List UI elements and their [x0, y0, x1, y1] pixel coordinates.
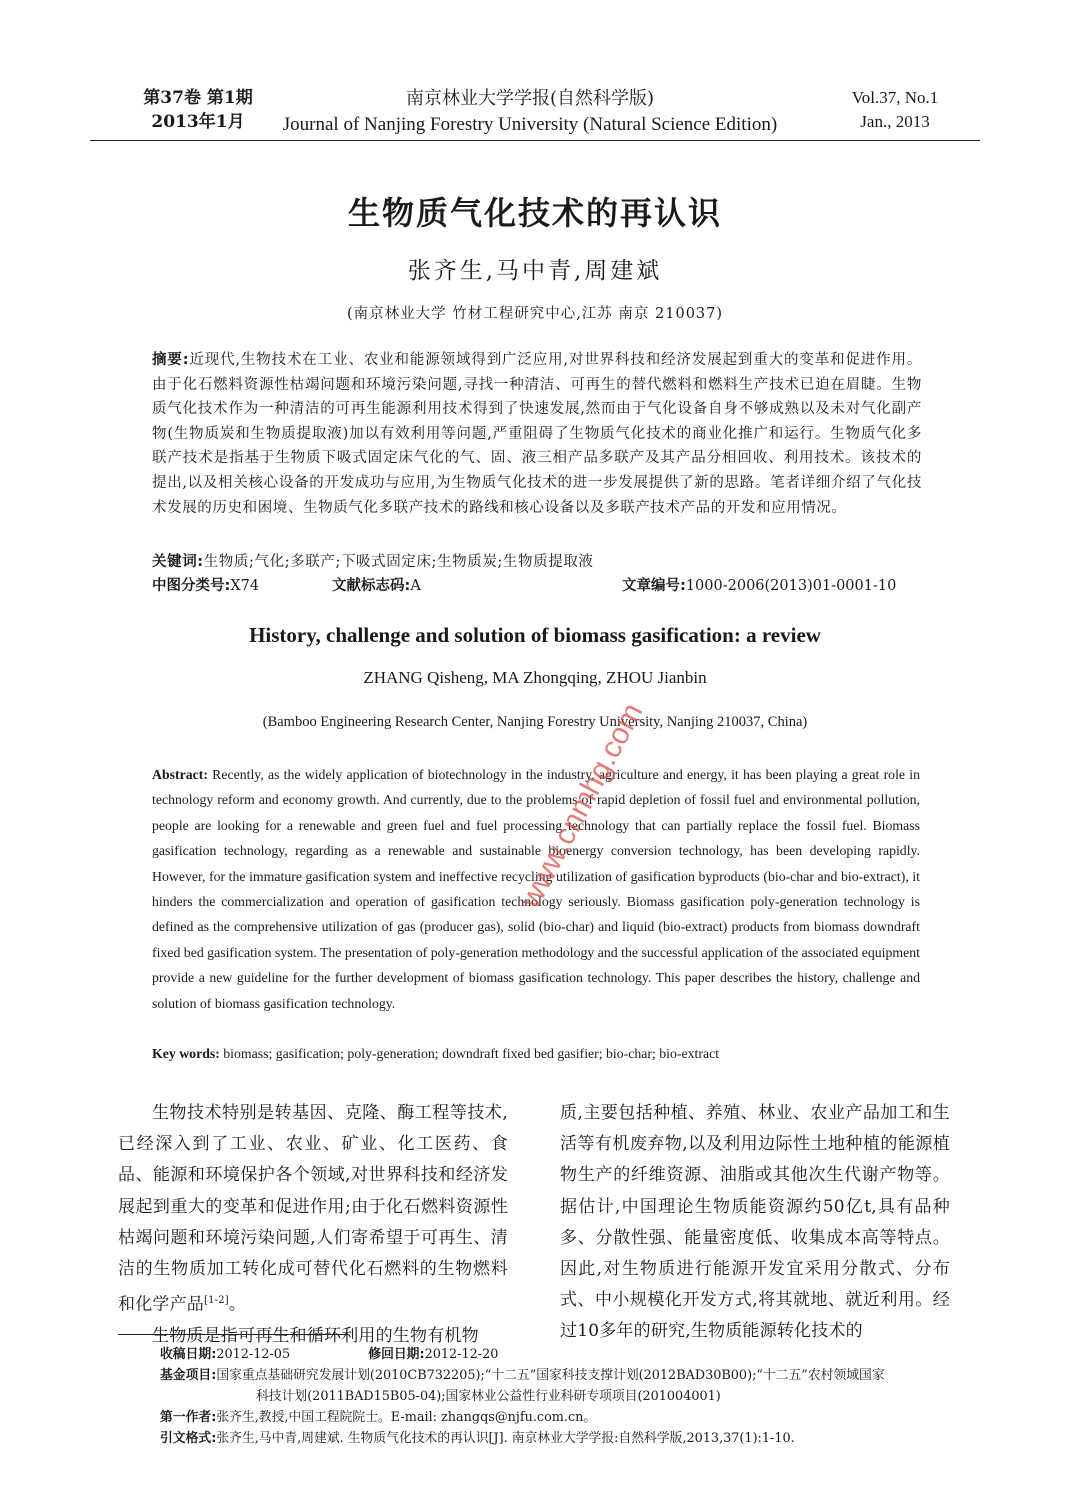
issue-info-en	[820, 86, 970, 134]
body-text: 。	[228, 1294, 247, 1315]
received-label: 收稿日期:	[160, 1347, 217, 1362]
received-date: 2012-12-05	[216, 1347, 291, 1362]
article-number-value: 1000-2006(2013)01-0001-10	[685, 578, 897, 594]
footnote-author	[160, 1407, 960, 1428]
citation-label: 引文格式:	[160, 1431, 217, 1446]
affiliation-cn: (南京林业大学 竹材工程研究中心,江苏 南京 210037)	[346, 306, 724, 322]
volume-issue-en: Vol.37, No.1	[851, 88, 939, 107]
abstract-cn-text: 近现代,生物技术在工业、农业和能源领域得到广泛应用,对世界科技和经济发展起到重大的变革和促进作用。由于化石燃料资源性枯竭问题和环境污染问题,寻找一种清洁、可再生的替代燃料和燃料生产技术已迫在眉睫。生物质气化技术作为一种清洁的可再生能源利用技术得到了快速发展,然而由于气化设备自身不够成熟以及未对气化副产物(生物质炭和生物质提取液)加以有效利用等问题,严重阻碍了生物质气化技术的商业化推广和运行。生物质气化多联产技术是指基于生物质下吸式固定床气化的气、固、液三相产品多联产及其产品分相回收、利用技术。该技术的提出,以及相关核心设备的开发成功与应用,为生物质气化技术的进一步发展提供了新的思路。笔者详细介绍了气化技术发展的历史和困境、生物质气化多联产技术的路线和核心设备以及多联产技术产品的开发和应用情况。	[152, 352, 922, 516]
footnote-dates	[160, 1344, 960, 1365]
journal-name-cn: 南京林业大学学报(自然科学版)	[405, 88, 655, 109]
authors-en: ZHANG Qisheng, MA Zhongqing, ZHOU Jianbin	[363, 668, 707, 687]
journal-name-en: Journal of Nanjing Forestry University (Natural Science Edition)	[282, 114, 778, 135]
volume-issue: 第37卷 第1期	[143, 88, 253, 108]
footnote-citation	[160, 1428, 960, 1449]
abstract-cn	[152, 348, 922, 520]
abstract-en-text: Recently, as the widely application of biotechnology in the industry, agriculture and energy, it has been playing a great role in technology reform and economy growth. And currently, due to the problems of rapid depletion of fossil fuel and environmental pollution, people are looking for a renewable and green fuel and fuel processing technology that can partially replace the fossil fuel. Biomass gasification technology, regarding as a renewable and sustainable bioenergy conversion technology, has been developing rapidly. However, for the immature gasification system and ineffective recycling utilization of gasification byproducts (bio-char and bio-extract), it hinders the commercialization and operation of gasification technology seriously. Biomass gasification poly-generation technology is defined as the comprehensive utilization of gas (producer gas), solid (bio-char) and liquid (bio-extract) products from biomass downdraft fixed bed gasification system. The presentation of poly-generation methodology and the successful application of the associated equipment provide a new guideline for the further development of biomass gasification technology. This paper describes the history, challenge and solution of biomass gasification technology.	[152, 767, 920, 1011]
document-code-value: A	[410, 578, 421, 594]
fund-text: 国家重点基础研究发展计划(2010CB732205);“十二五”国家科技支撑计划(2012BAD30B00);“十二五”农村领域国家	[216, 1368, 885, 1383]
issue-date: 2013年1月	[151, 112, 245, 132]
keywords-en-text: biomass; gasification; poly-generation; downdraft fixed bed gasifier; bio-char; bio-extract	[223, 1046, 720, 1061]
footnote-rule	[118, 1334, 348, 1335]
journal-name	[260, 86, 800, 138]
citation-ref: [1-2]	[204, 1295, 229, 1307]
body-column-right	[560, 1098, 950, 1348]
footnotes	[160, 1344, 960, 1449]
authors-cn: 张齐生,马中青,周建斌	[407, 258, 663, 284]
paper-title-cn: 生物质气化技术的再认识	[347, 194, 722, 232]
header-rule	[90, 140, 980, 141]
keywords-en	[152, 1046, 920, 1062]
fund-label: 基金项目:	[160, 1368, 217, 1383]
first-author-text: 张齐生,教授,中国工程院院士。E-mail: zhangqs@njfu.com.cn。	[216, 1410, 597, 1425]
article-number	[622, 574, 896, 595]
body-text: 生物技术特别是转基因、克隆、酶工程等技术,已经深入到了工业、农业、矿业、化工医药、食品、能源和环境保护各个领域,对世界科技和经济发展起到重大的变革和促进作用;由于化石燃料资源性枯竭问题和环境污染问题,人们寄希望于可再生、清洁的生物质加工转化成可替代化石燃料的生物燃料和化学产品	[118, 1103, 508, 1315]
citation-text: 张齐生,马中青,周建斌. 生物质气化技术的再认识[J]. 南京林业大学学报:自然科学版,2013,37(1):1-10.	[216, 1431, 795, 1446]
clc-number	[152, 574, 259, 595]
clc-value: X74	[230, 578, 260, 594]
first-author-label: 第一作者:	[160, 1410, 217, 1425]
watermark-text: www.cnmhg.com	[513, 697, 650, 914]
body-column-left	[118, 1098, 508, 1352]
keywords-cn-label: 关键词:	[152, 554, 204, 570]
clc-label: 中图分类号:	[152, 578, 231, 594]
body-paragraph: 质,主要包括种植、养殖、林业、农业产品加工和生活等有机废弃物,以及利用边际性土地种植的能源植物生产的纤维资源、油脂或其他次生代谢产物等。据估计,中国理论生物质能资源约50亿t,具有品种多、分散性强、能量密度低、收集成本高等特点。因此,对生物质进行能源开发宜采用分散式、分布式、中小规模化开发方式,将其就地、就近利用。经过10多年的研究,生物质能源转化技术的	[560, 1103, 950, 1342]
footnote-fund-cont: 科技计划(2011BAD15B05-04);国家林业公益性行业科研专项项目(201004001)	[256, 1389, 721, 1404]
keywords-cn	[152, 550, 922, 571]
paper-title-en: History, challenge and solution of biomass gasification: a review	[249, 623, 821, 647]
keywords-en-label: Key words:	[152, 1046, 220, 1061]
body-paragraph: 生物质是指可再生和循环利用的生物有机物	[152, 1326, 479, 1347]
document-code	[332, 574, 421, 595]
keywords-cn-text: 生物质;气化;多联产;下吸式固定床;生物质炭;生物质提取液	[203, 554, 594, 570]
footnote-fund	[160, 1365, 960, 1386]
abstract-cn-label: 摘要:	[152, 352, 190, 368]
watermark	[440, 640, 740, 980]
revised-date: 2012-12-20	[424, 1347, 499, 1362]
article-number-label: 文章编号:	[622, 578, 686, 594]
abstract-en-label: Abstract:	[152, 767, 208, 782]
classification-row	[152, 574, 922, 598]
revised-label: 修回日期:	[368, 1347, 425, 1362]
issue-info	[118, 86, 278, 134]
document-code-label: 文献标志码:	[332, 578, 411, 594]
issue-date-en: Jan., 2013	[860, 112, 930, 131]
body-paragraph	[118, 1098, 508, 1321]
affiliation-en: (Bamboo Engineering Research Center, Nanjing Forestry University, Nanjing 210037, China)	[262, 714, 808, 730]
